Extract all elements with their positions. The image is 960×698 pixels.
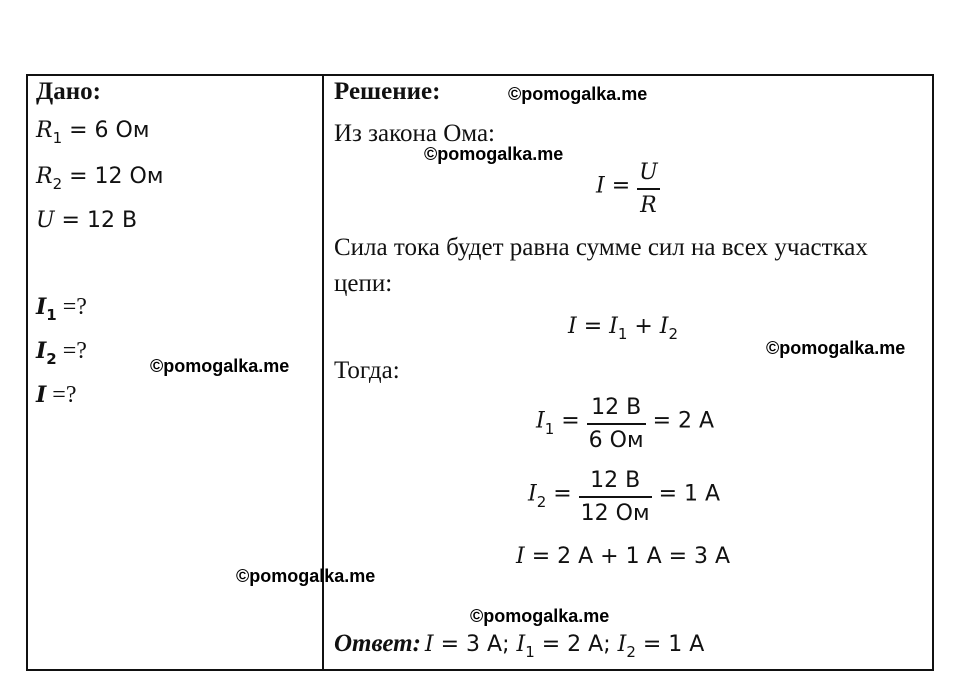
- watermark: ©pomogalka.me: [766, 338, 906, 358]
- eq-i2: I2 = $\frac{12 В}{12 Ом}$ = 1 А: [528, 468, 721, 526]
- given-r1: R1 = 6 Ом: [36, 118, 150, 147]
- eq-total: I = 2 А + 1 А = 3 А: [516, 544, 731, 569]
- sum-statement-line1: Сила тока будет равна сумме сил на всех участках: [334, 234, 868, 261]
- current-sum-formula: I = I1 + I2: [568, 314, 679, 343]
- then-label: Тогда:: [334, 357, 400, 384]
- unknown-i2: I2 =?: [36, 338, 87, 368]
- given-heading: Дано:: [36, 78, 101, 105]
- watermark: ©pomogalka.me: [236, 566, 376, 586]
- solution-heading: Решение:: [334, 78, 441, 105]
- eq-i1: I1 = $\frac{12 В}{6 Ом}$ = 2 А: [536, 395, 715, 453]
- unknown-i1: I1 =?: [36, 294, 87, 324]
- answer-line: Ответ: I = 3 А; I1 = 2 А; I2 = 1 А: [334, 630, 705, 661]
- given-u: U = 12 В: [36, 208, 138, 233]
- watermark: ©pomogalka.me: [150, 356, 290, 376]
- watermark: ©pomogalka.me: [508, 84, 648, 104]
- given-r2: R2 = 12 Ом: [36, 164, 164, 193]
- ohm-law-formula: I = $\frac{U}{R}$: [596, 160, 658, 218]
- unknown-i: I =?: [36, 382, 77, 408]
- answer-label: Ответ:: [334, 630, 421, 657]
- watermark: ©pomogalka.me: [470, 606, 610, 626]
- sum-statement-line2: цепи:: [334, 270, 393, 297]
- watermark: ©pomogalka.me: [424, 144, 564, 164]
- ohm-law-intro: Из закона Ома:: [334, 120, 495, 147]
